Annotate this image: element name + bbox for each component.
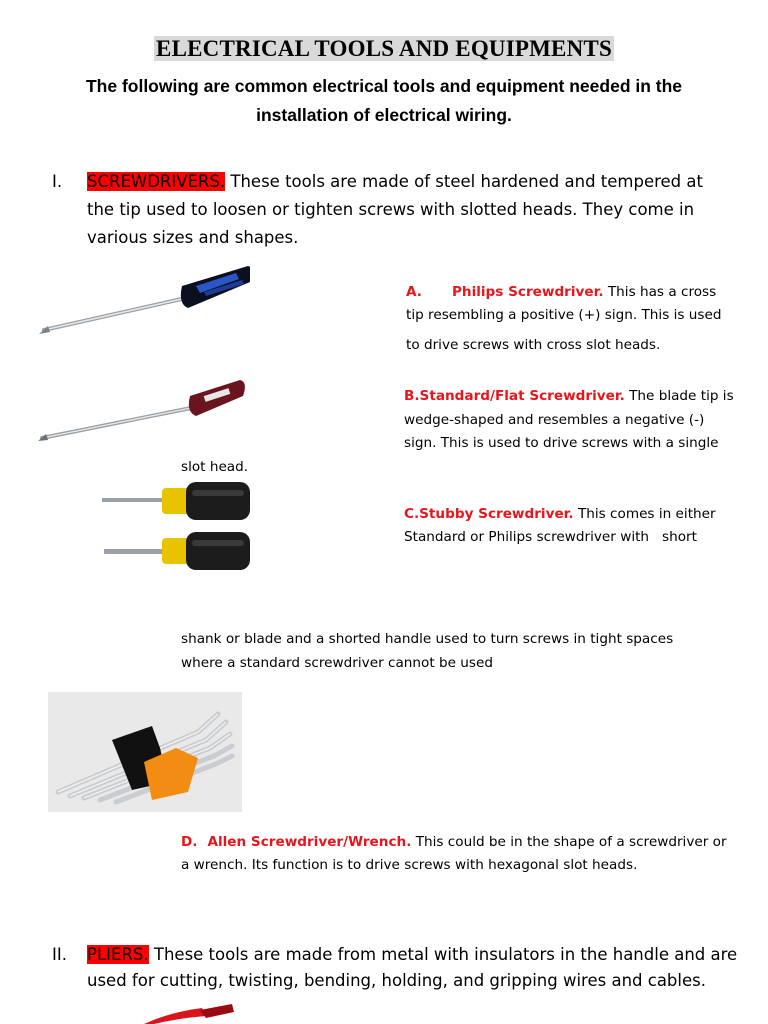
section-2-numeral: II.: [52, 945, 67, 964]
item-a-name: Philips Screwdriver.: [451, 284, 604, 300]
section-1-numeral: I.: [52, 172, 63, 191]
item-c-name: C.Stubby Screwdriver.: [404, 506, 574, 522]
item-b-line-3: sign. This is used to drive screws with a single: [404, 435, 719, 451]
item-d-name: Allen Screwdriver/Wrench.: [207, 834, 412, 850]
item-c-line-2: Standard or Philips screwdriver with short: [404, 529, 697, 545]
section-2-line-1: [87, 941, 737, 969]
stubby-screwdrivers-image: [96, 478, 256, 578]
item-c-line-4: where a standard screwdriver cannot be used: [181, 655, 493, 671]
item-c-line-1: [404, 502, 716, 527]
item-a-letter: A.: [406, 284, 422, 300]
section-2-text: These tools are made from metal with insulators in the handle and are: [153, 945, 738, 964]
item-b-text: The blade tip is: [629, 388, 734, 404]
item-b-line-4: slot head.: [181, 459, 249, 475]
item-a-line-3: to drive screws with cross slot heads.: [406, 337, 661, 353]
item-b-line-1: [404, 384, 734, 409]
section-1-line-3: various sizes and shapes.: [87, 228, 299, 247]
pliers-image: [140, 1002, 240, 1024]
section-1-line-2: the tip used to loosen or tighten screws with slotted heads. They come in: [87, 200, 695, 219]
item-c-line-3: shank or blade and a shorted handle used to turn screws in tight spaces: [181, 631, 674, 647]
item-b-name: B.Standard/Flat Screwdriver.: [404, 388, 625, 404]
flat-screwdriver-image: [36, 374, 250, 446]
item-d-line-1: [181, 830, 727, 855]
item-b-line-2: wedge-shaped and resembles a negative (-): [404, 412, 705, 428]
item-a-text: This has a cross: [607, 284, 717, 300]
item-a-line-2: tip resembling a positive (+) sign. This is used: [406, 307, 722, 323]
section-2-line-2: used for cutting, twisting, bending, holding, and gripping wires and cables.: [87, 971, 706, 990]
section-1-heading: SCREWDRIVERS.: [87, 172, 226, 191]
section-2-heading: PLIERS.: [87, 945, 149, 964]
item-d-letter: D.: [181, 834, 198, 850]
item-a-line-1: [406, 280, 716, 305]
allen-wrench-set-image: [48, 692, 242, 812]
item-d-text: This could be in the shape of a screwdriver or: [415, 834, 727, 850]
item-c-text: This comes in either: [577, 506, 716, 522]
item-d-line-2: a wrench. Its function is to drive screws with hexagonal slot heads.: [181, 857, 638, 873]
section-1-line-1: [87, 168, 767, 196]
document-subtitle: The following are common electrical tools and equipment needed in the installation of electrical wiring.: [85, 76, 683, 125]
phillips-screwdriver-image: [36, 262, 250, 338]
document-title: ELECTRICAL TOOLS AND EQUIPMENTS: [156, 36, 612, 61]
section-1-text: These tools are made of steel hardened and tempered at: [230, 172, 703, 191]
